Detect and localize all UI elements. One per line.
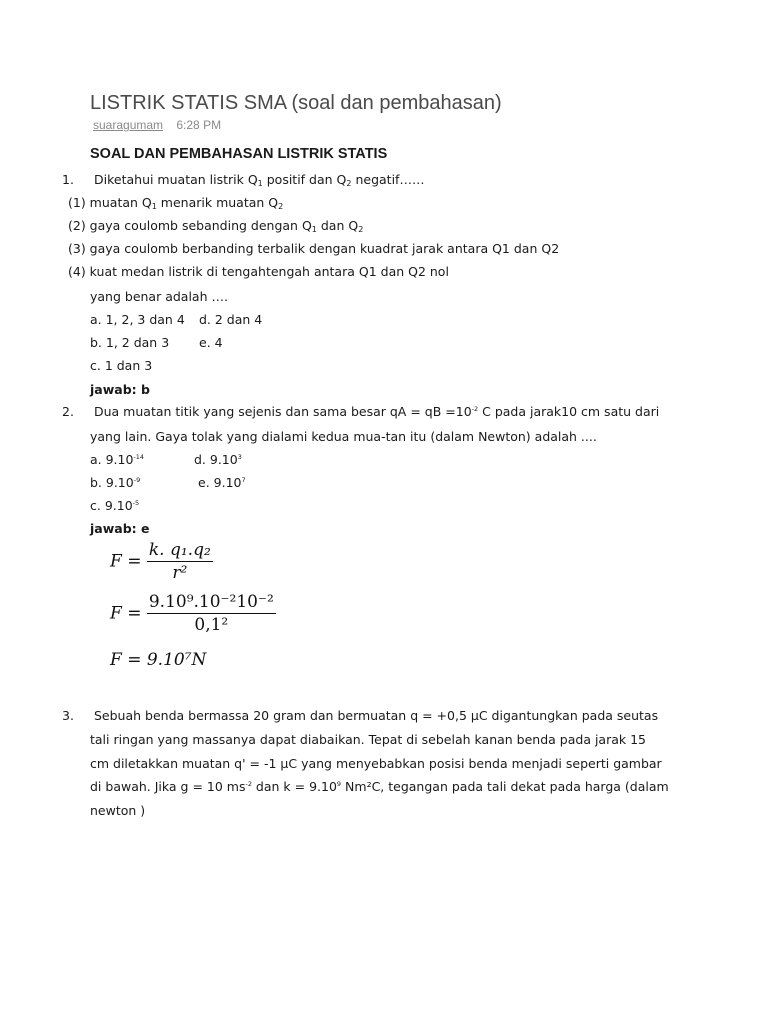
fraction-bar — [147, 561, 213, 562]
option-exp: 7 — [241, 476, 246, 484]
option-text: b. 9.10 — [90, 475, 134, 490]
equation-fraction — [147, 540, 213, 583]
equation-lhs: F = — [110, 551, 142, 572]
statement-sub: 1 — [151, 202, 157, 211]
q1-option-e: e. 4 — [199, 335, 223, 350]
equation-denominator: r² — [172, 563, 188, 583]
post-meta — [93, 118, 221, 132]
statement-sub: 1 — [311, 225, 317, 234]
equation-lhs: F = — [110, 603, 142, 624]
q1-stem-sub: 1 — [257, 179, 263, 188]
option-text: d. 9.10 — [194, 452, 238, 467]
q3-text: di bawah. Jika g = 10 ms — [90, 779, 246, 794]
q2-stem-line1 — [94, 404, 659, 419]
author-link[interactable]: suaragumam — [93, 118, 164, 132]
statement-text: dan Q — [316, 218, 359, 233]
option-exp: -9 — [133, 476, 141, 484]
q1-statement-4: (4) kuat medan listrik di tengahtengah antara Q1 dan Q2 nol — [68, 264, 449, 279]
q1-prompt: yang benar adalah …. — [90, 289, 228, 304]
statement-text: (1) muatan Q — [68, 195, 152, 210]
post-time: 6:28 PM — [176, 118, 222, 132]
q3-line-4 — [90, 779, 669, 794]
option-text: e. 9.10 — [198, 475, 242, 490]
q1-statement-1 — [68, 195, 283, 211]
q1-stem-text: Diketahui muatan listrik Q — [94, 172, 258, 187]
q2-number: 2. — [62, 404, 74, 419]
statement-text: (2) gaya coulomb sebanding dengan Q — [68, 218, 312, 233]
q1-stem-text: negatif…… — [351, 172, 425, 187]
q1-stem — [94, 172, 424, 188]
option-exp: -5 — [132, 499, 140, 507]
section-heading: SOAL DAN PEMBAHASAN LISTRIK STATIS — [90, 146, 388, 162]
q2-option-e — [198, 475, 246, 490]
q1-statement-2 — [68, 218, 363, 234]
q2-option-c — [90, 498, 139, 513]
statement-sub: 2 — [358, 225, 364, 234]
q1-option-b: b. 1, 2 dan 3 — [90, 335, 170, 350]
equation-denominator: 0,1² — [194, 615, 229, 635]
post-title: LISTRIK STATIS SMA (soal dan pembahasan) — [90, 92, 502, 114]
q3-line-5: newton ) — [90, 803, 146, 818]
q1-stem-text: positif dan Q — [262, 172, 347, 187]
q1-stem-sub: 2 — [346, 179, 352, 188]
q1-option-d: d. 2 dan 4 — [199, 312, 263, 327]
equation-substitution — [110, 592, 276, 635]
q3-exp: -2 — [245, 780, 252, 788]
fraction-bar — [147, 613, 276, 614]
q3-exp: 9 — [336, 780, 342, 788]
q1-option-c: c. 1 dan 3 — [90, 358, 153, 373]
q3-text: dan k = 9.10 — [251, 779, 337, 794]
equation-numerator: 9.10⁹.10⁻²10⁻² — [148, 592, 274, 612]
q2-stem-text: C pada jarak10 cm satu dari — [478, 404, 660, 419]
q3-line-3: cm diletakkan muatan q' = -1 μC yang menyebabkan posisi benda menjadi seperti gambar — [90, 756, 662, 771]
equation-coulomb — [110, 540, 213, 583]
q1-number: 1. — [62, 172, 74, 187]
q3-line-1: Sebuah benda bermassa 20 gram dan bermuatan q = +0,5 μC digantungkan pada seutas — [94, 708, 659, 723]
q1-answer: jawab: b — [90, 382, 150, 397]
option-exp: 3 — [237, 453, 242, 461]
equation-fraction — [147, 592, 276, 635]
option-text: c. 9.10 — [90, 498, 133, 513]
q3-line-2: tali ringan yang massanya dapat diabaikan. Tepat di sebelah kanan benda pada jarak 15 — [90, 732, 647, 747]
q1-option-a: a. 1, 2, 3 dan 4 — [90, 312, 185, 327]
q2-option-a — [90, 452, 144, 467]
option-exp: -14 — [133, 453, 145, 461]
q3-text: Nm²C, tegangan pada tali dekat pada harga (dalam — [341, 779, 669, 794]
option-text: a. 9.10 — [90, 452, 134, 467]
equation-numerator: k. q₁.q₂ — [148, 540, 211, 560]
equation-result: F = 9.10⁷N — [110, 650, 207, 670]
q2-answer: jawab: e — [90, 521, 150, 536]
q2-stem-line2: yang lain. Gaya tolak yang dialami kedua mua-tan itu (dalam Newton) adalah .... — [90, 429, 597, 444]
q2-option-b — [90, 475, 140, 490]
q2-option-d — [194, 452, 242, 467]
q2-stem-exp: -2 — [471, 405, 479, 413]
q1-statement-3: (3) gaya coulomb berbanding terbalik dengan kuadrat jarak antara Q1 dan Q2 — [68, 241, 560, 256]
q2-stem-text: Dua muatan titik yang sejenis dan sama besar qA = qB =10 — [94, 404, 472, 419]
q3-number: 3. — [62, 708, 74, 723]
statement-sub: 2 — [278, 202, 284, 211]
statement-text: menarik muatan Q — [156, 195, 279, 210]
